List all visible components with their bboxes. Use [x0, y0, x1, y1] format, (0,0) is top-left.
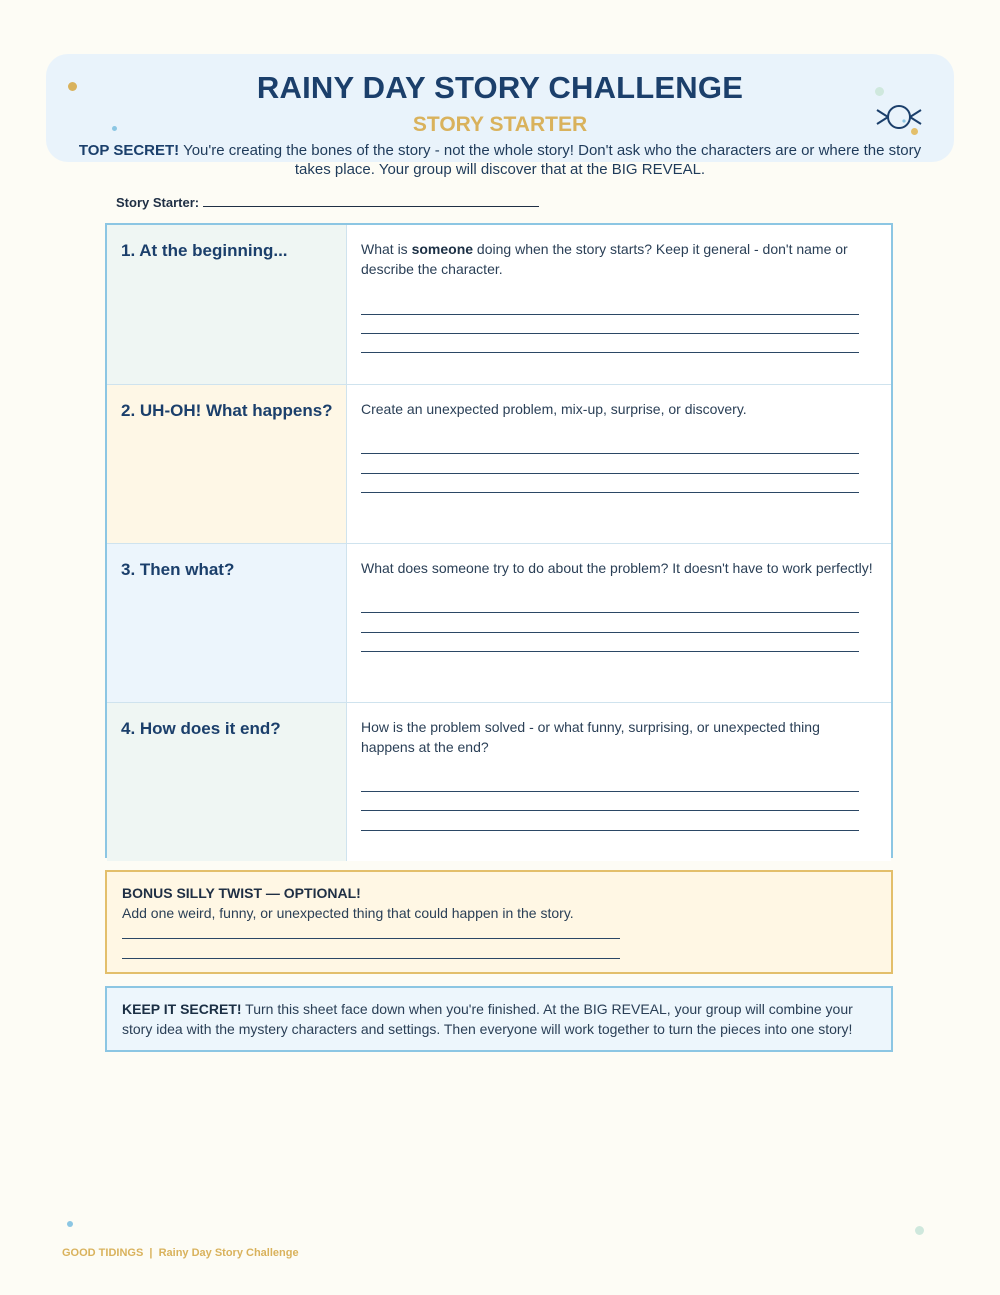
row-heading: 1. At the beginning... — [121, 241, 288, 260]
row-prompt: How is the problem solved - or what funny, surprising, or unexpected thing happens at the end? — [361, 719, 820, 755]
story-starter-label: Story Starter: — [116, 195, 200, 210]
row-heading-cell — [107, 703, 347, 861]
decorative-dot — [915, 1226, 924, 1235]
writing-line[interactable] — [361, 314, 859, 315]
row-prompt: Create an unexpected problem, mix-up, surprise, or discovery. — [361, 401, 747, 417]
row-answer-cell[interactable] — [347, 544, 891, 702]
prompt-text: doing when the story starts? Keep it general - don't name or describe the character. — [361, 241, 848, 277]
writing-line[interactable] — [361, 612, 859, 613]
secret-text — [122, 999, 882, 1039]
story-row — [107, 384, 891, 543]
writing-line[interactable] — [361, 651, 859, 652]
writing-line[interactable] — [361, 632, 859, 633]
story-starter-line[interactable] — [203, 194, 539, 207]
writing-line[interactable] — [361, 473, 859, 474]
writing-line[interactable] — [361, 352, 859, 353]
bonus-box — [105, 870, 893, 974]
row-heading-cell — [107, 385, 347, 543]
footer-text: GOOD TIDINGS | Rainy Day Story Challenge — [62, 1247, 299, 1259]
row-heading: 2. UH-OH! What happens? — [121, 401, 333, 420]
secret-bold: KEEP IT SECRET! — [122, 1001, 242, 1017]
writing-line[interactable] — [361, 791, 859, 792]
row-heading: 3. Then what? — [121, 560, 235, 579]
bonus-text: Add one weird, funny, or unexpected thing that could happen in the story. — [122, 905, 574, 921]
writing-line[interactable] — [361, 453, 859, 454]
decorative-dot — [67, 1221, 73, 1227]
story-starter-field[interactable] — [116, 194, 539, 210]
row-heading-cell — [107, 225, 347, 384]
writing-line[interactable] — [361, 333, 859, 334]
secret-box — [105, 986, 893, 1052]
story-row — [107, 225, 891, 384]
page-title: RAINY DAY STORY CHALLENGE — [256, 70, 744, 105]
intro-text — [62, 141, 938, 179]
intro-bold: TOP SECRET! — [78, 142, 180, 159]
row-heading: 4. How does it end? — [121, 719, 281, 738]
writing-line[interactable] — [361, 492, 859, 493]
story-row — [107, 702, 891, 861]
story-row — [107, 543, 891, 702]
row-heading-cell — [107, 544, 347, 702]
bonus-title: BONUS SILLY TWIST — OPTIONAL! — [122, 885, 361, 901]
intro-body: You're creating the bones of the story - not the whole story! Don't ask who the characters are or where the story takes place. Your group will discover that at the BIG REVEAL. — [179, 142, 922, 178]
prompt-bold: someone — [411, 241, 474, 257]
writing-line[interactable] — [122, 958, 620, 959]
writing-line[interactable] — [361, 830, 859, 831]
writing-line[interactable] — [361, 810, 859, 811]
prompt-text: What is — [361, 241, 412, 257]
row-answer-cell[interactable] — [347, 385, 891, 543]
row-prompt — [361, 239, 881, 279]
row-answer-cell[interactable] — [347, 703, 891, 861]
row-answer-cell[interactable] — [347, 225, 891, 384]
writing-line[interactable] — [122, 938, 620, 939]
story-table — [105, 223, 893, 858]
secret-body: Turn this sheet face down when you're finished. At the BIG REVEAL, your group will combine your story idea with the mystery characters and settings. Then everyone will work together to turn the pieces into one story! — [122, 1001, 853, 1037]
page-subtitle: STORY STARTER — [412, 113, 588, 136]
row-prompt: What does someone try to do about the problem? It doesn't have to work perfectly! — [361, 560, 873, 576]
